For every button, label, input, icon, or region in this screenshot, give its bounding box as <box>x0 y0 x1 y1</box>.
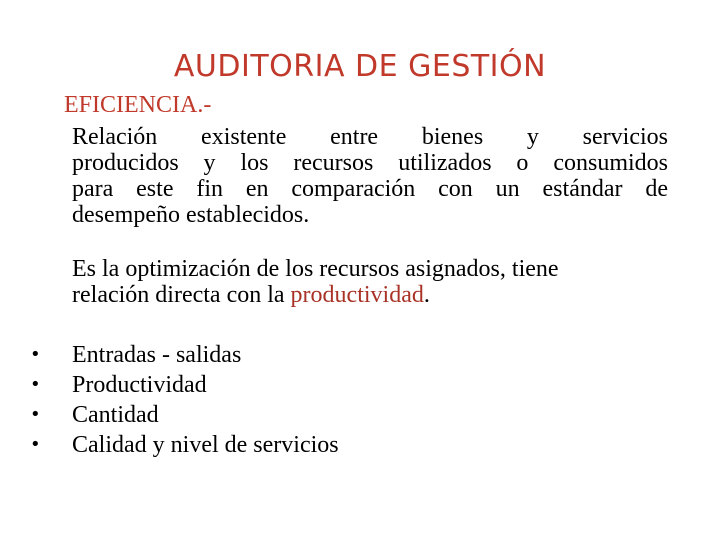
definition-line: para este fin en comparación con un estándar de <box>72 176 668 202</box>
optimization-line-suffix: . <box>423 282 430 308</box>
optimization-line-prefix: relación directa con la <box>72 282 291 308</box>
list-item <box>30 430 339 460</box>
definition-line: Relación existente entre bienes y servicios <box>72 124 668 150</box>
list-item <box>30 400 339 430</box>
definition-line: desempeño establecidos. <box>72 202 310 228</box>
productivity-highlight: productividad <box>290 282 424 308</box>
list-item <box>30 370 339 400</box>
bullet-list <box>30 340 339 460</box>
definition-paragraph <box>72 124 668 228</box>
list-item <box>30 340 339 370</box>
bullet-text: Cantidad <box>72 402 159 428</box>
optimization-paragraph <box>72 256 668 308</box>
bullet-icon: • <box>30 374 41 395</box>
bullet-text: Calidad y nivel de servicios <box>72 432 339 458</box>
bullet-icon: • <box>30 344 41 365</box>
optimization-line <box>72 282 668 308</box>
definition-line: producidos y los recursos utilizados o consumidos <box>72 150 668 176</box>
slide-subtitle: EFICIENCIA.- <box>64 92 212 118</box>
bullet-icon: • <box>30 404 41 425</box>
bullet-text: Productividad <box>72 372 207 398</box>
slide-title: AUDITORIA DE GESTIÓN <box>173 49 547 84</box>
bullet-text: Entradas - salidas <box>72 342 242 368</box>
bullet-icon: • <box>30 434 41 455</box>
optimization-line: Es la optimización de los recursos asignados, tiene <box>72 256 559 282</box>
